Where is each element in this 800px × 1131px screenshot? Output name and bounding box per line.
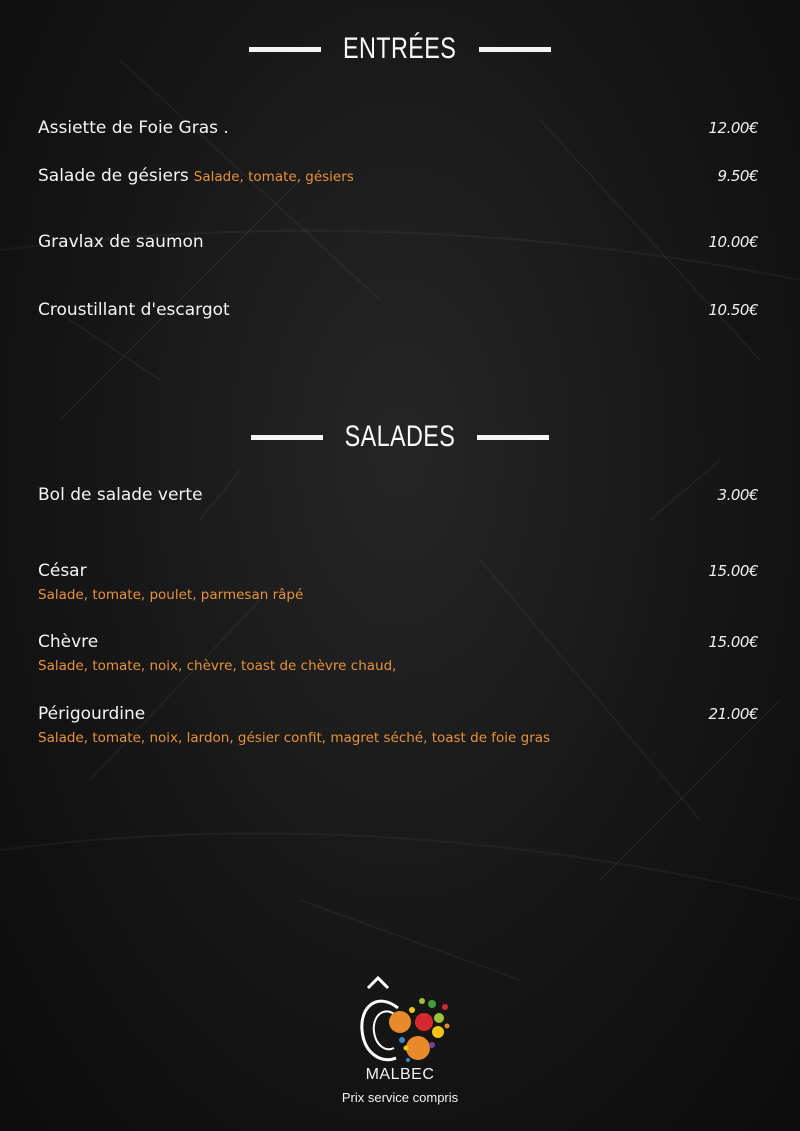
item-price: 12.00€ bbox=[708, 119, 758, 137]
heading-rule-right bbox=[477, 435, 549, 440]
item-name: Salade de gésiers bbox=[38, 166, 189, 186]
menu-item-chevre bbox=[38, 632, 758, 674]
item-description: Salade, tomate, noix, chèvre, toast de chèvre chaud, bbox=[38, 658, 397, 674]
item-name: Chèvre bbox=[38, 632, 99, 652]
item-description: Salade, tomate, gésiers bbox=[193, 169, 354, 185]
brand-name: MALBEC bbox=[365, 1066, 435, 1083]
heading-rule-right bbox=[479, 47, 551, 52]
item-name: Périgourdine bbox=[38, 704, 146, 724]
menu-item-salade-gesiers bbox=[38, 166, 758, 186]
item-price: 10.50€ bbox=[708, 301, 758, 319]
item-description: Salade, tomate, poulet, parmesan râpé bbox=[38, 587, 304, 603]
heading-rule-left bbox=[249, 47, 321, 52]
item-price: 21.00€ bbox=[708, 705, 758, 723]
item-price: 9.50€ bbox=[717, 167, 758, 185]
salades-title: SALADES bbox=[344, 420, 456, 453]
item-name: Croustillant d'escargot bbox=[38, 300, 230, 320]
menu-item-foie-gras bbox=[38, 118, 758, 138]
entrees-title: ENTRÉES bbox=[343, 32, 457, 65]
salades-heading bbox=[0, 420, 800, 454]
menu-item-cesar bbox=[38, 561, 758, 603]
item-description: Salade, tomate, noix, lardon, gésier confit, magret séché, toast de foie gras bbox=[38, 730, 551, 746]
menu-item-croustillant bbox=[38, 300, 758, 320]
item-price: 3.00€ bbox=[717, 486, 758, 504]
heading-rule-left bbox=[251, 435, 323, 440]
menu-item-gravlax bbox=[38, 232, 758, 252]
malbec-logo-icon bbox=[338, 970, 462, 1080]
entrees-heading bbox=[0, 32, 800, 66]
item-name: Gravlax de saumon bbox=[38, 232, 204, 252]
item-name: Bol de salade verte bbox=[38, 485, 203, 505]
menu-item-salade-verte bbox=[38, 485, 758, 505]
item-name: César bbox=[38, 561, 87, 581]
menu-item-perigourdine bbox=[38, 704, 758, 746]
item-price: 15.00€ bbox=[708, 562, 758, 580]
service-note: Prix service compris bbox=[341, 1090, 459, 1105]
item-price: 10.00€ bbox=[708, 233, 758, 251]
item-price: 15.00€ bbox=[708, 633, 758, 651]
item-name: Assiette de Foie Gras . bbox=[38, 118, 229, 138]
